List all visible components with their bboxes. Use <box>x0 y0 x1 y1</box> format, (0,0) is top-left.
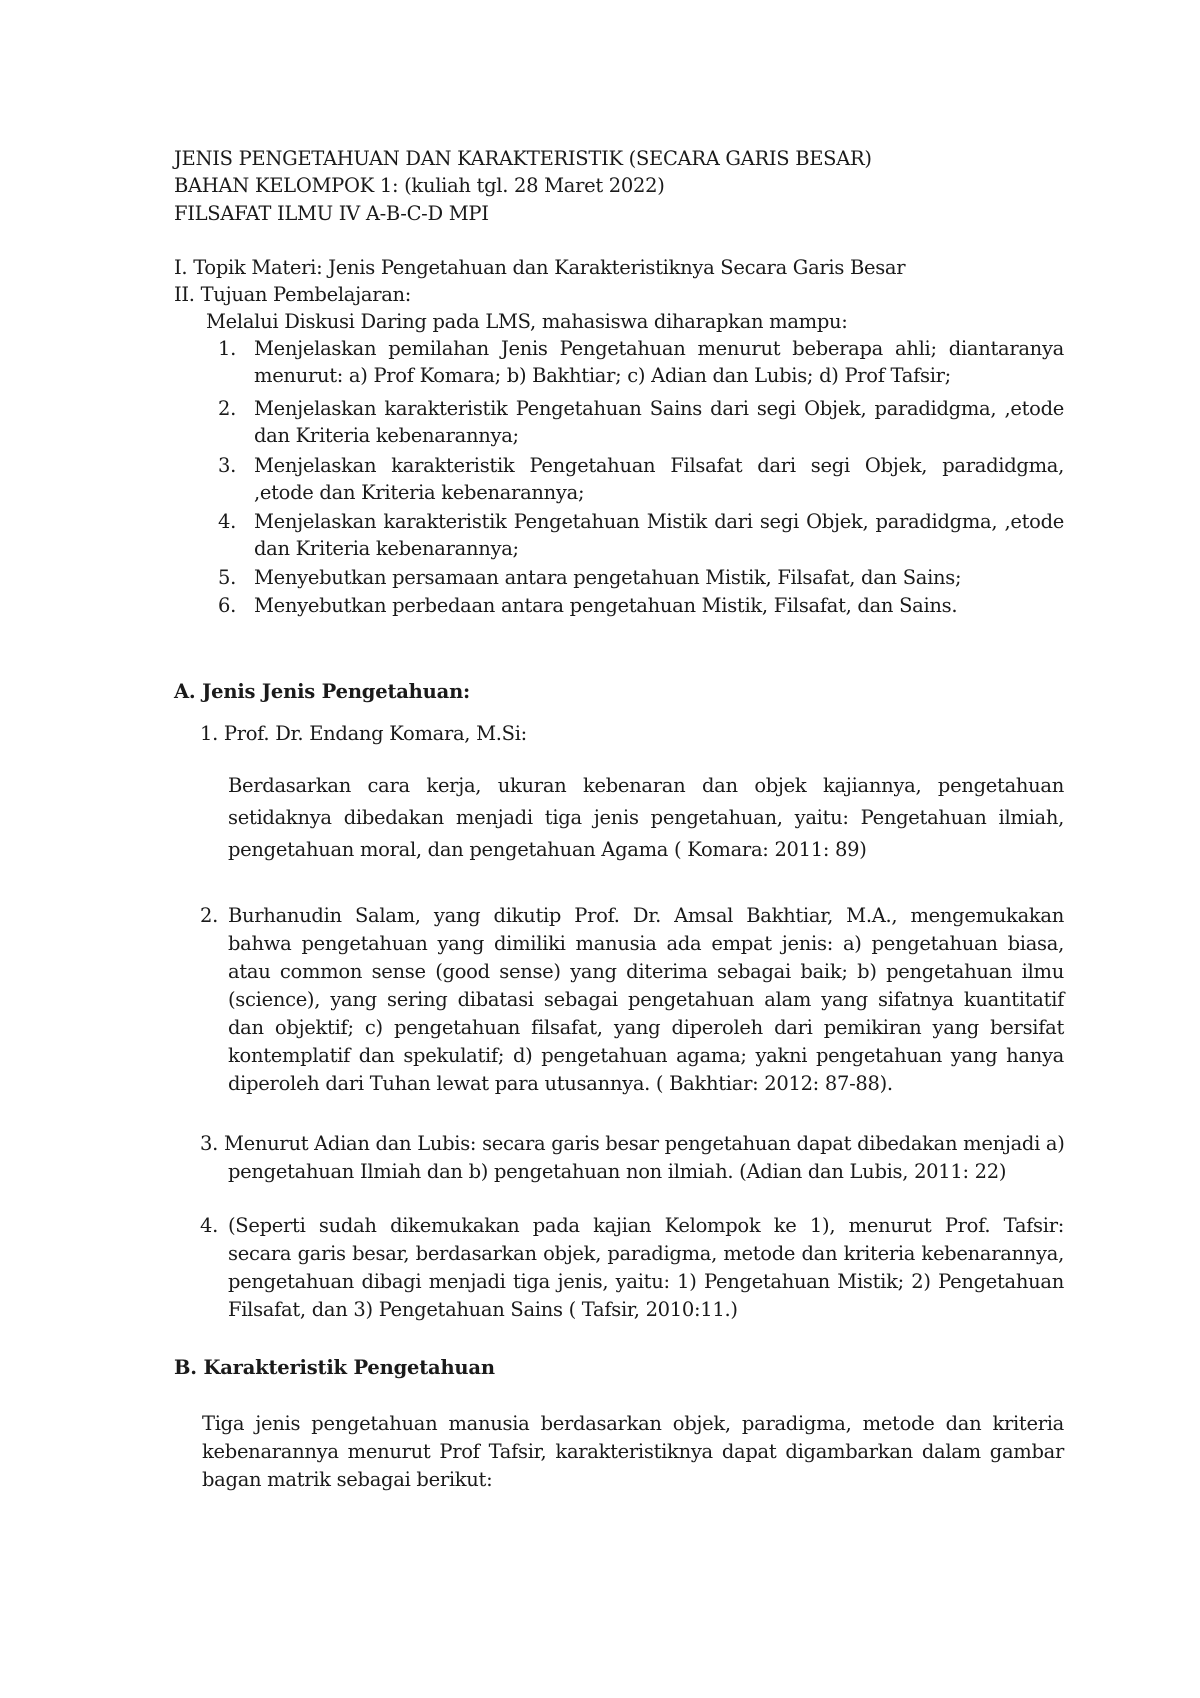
goal-lead: Melalui Diskusi Daring pada LMS, mahasiswa diharapkan mampu: <box>206 310 848 333</box>
section-a-item2-text: atau common sense (good sense) yang diterima sebagai baik; b) pengetahuan ilmu <box>228 960 1064 983</box>
section-a-item4-text: Filsafat, dan 3) Pengetahuan Sains ( Tafsir, 2010:11.) <box>228 1298 738 1321</box>
section-a-item4-text: pengetahuan dibagi menjadi tiga jenis, yaitu: 1) Pengetahuan Mistik; 2) Pengetahuan <box>228 1270 1064 1293</box>
group-info: BAHAN KELOMPOK 1: (kuliah tgl. 28 Maret 2022) <box>174 174 665 197</box>
objective-text: Menjelaskan karakteristik Pengetahuan Sains dari segi Objek, paradidgma, ,etode <box>254 397 1064 420</box>
topic-line: I. Topik Materi: Jenis Pengetahuan dan Karakteristiknya Secara Garis Besar <box>174 256 906 279</box>
objective-number: 1. <box>218 337 237 360</box>
section-a-item4-number: 4. <box>200 1214 219 1237</box>
section-a-heading: A. Jenis Jenis Pengetahuan: <box>174 680 471 703</box>
section-a-item4-text: (Seperti sudah dikemukakan pada kajian Kelompok ke 1), menurut Prof. Tafsir: <box>228 1214 1064 1237</box>
section-a-item1-text: Berdasarkan cara kerja, ukuran kebenaran dan objek kajiannya, pengetahuan <box>228 774 1064 797</box>
section-a-item2-text: dan objektif; c) pengetahuan filsafat, yang diperoleh dari pemikiran yang bersifat <box>228 1016 1064 1039</box>
objective-text: dan Kriteria kebenarannya; <box>254 424 519 447</box>
objective-number: 3. <box>218 454 237 477</box>
objective-number: 6. <box>218 594 237 617</box>
section-a-item3-number: 3. <box>200 1132 219 1155</box>
objective-text: Menjelaskan karakteristik Pengetahuan Filsafat dari segi Objek, paradidgma, <box>254 454 1064 477</box>
section-a-item2-number: 2. <box>200 904 219 927</box>
objective-text: ,etode dan Kriteria kebenarannya; <box>254 481 585 504</box>
objective-text: Menyebutkan perbedaan antara pengetahuan Mistik, Filsafat, dan Sains. <box>254 594 958 617</box>
section-a-item1-title: 1. Prof. Dr. Endang Komara, M.Si: <box>200 722 527 745</box>
objective-number: 2. <box>218 397 237 420</box>
objective-text: dan Kriteria kebenarannya; <box>254 537 519 560</box>
objective-text: Menjelaskan pemilahan Jenis Pengetahuan menurut beberapa ahli; diantaranya <box>254 337 1064 360</box>
section-a-item1-text: pengetahuan moral, dan pengetahuan Agama ( Komara: 2011: 89) <box>228 838 867 861</box>
section-a-item4-text: secara garis besar, berdasarkan objek, paradigma, metode dan kriteria kebenarannya, <box>228 1242 1064 1265</box>
section-a-item2-text: kontemplatif dan spekulatif; d) pengetahuan agama; yakni pengetahuan yang hanya <box>228 1044 1064 1067</box>
section-a-item3-text: pengetahuan Ilmiah dan b) pengetahuan non ilmiah. (Adian dan Lubis, 2011: 22) <box>228 1160 1007 1183</box>
goal-heading: II. Tujuan Pembelajaran: <box>174 283 412 306</box>
objective-number: 4. <box>218 510 237 533</box>
section-a-item3-text: Menurut Adian dan Lubis: secara garis besar pengetahuan dapat dibedakan menjadi a) <box>224 1132 1065 1155</box>
section-b-text: bagan matrik sebagai berikut: <box>202 1468 493 1491</box>
section-a-item2-text: bahwa pengetahuan yang dimiliki manusia ada empat jenis: a) pengetahuan biasa, <box>228 932 1064 955</box>
section-a-item2-text: (science), yang sering dibatasi sebagai pengetahuan alam yang sifatnya kuantitatif <box>228 988 1064 1011</box>
objective-text: Menjelaskan karakteristik Pengetahuan Mistik dari segi Objek, paradidgma, ,etode <box>254 510 1064 533</box>
section-a-item2-text: diperoleh dari Tuhan lewat para utusannya. ( Bakhtiar: 2012: 87-88). <box>228 1072 893 1095</box>
document-title: JENIS PENGETAHUAN DAN KARAKTERISTIK (SECARA GARIS BESAR) <box>174 147 872 170</box>
section-a-item1-text: setidaknya dibedakan menjadi tiga jenis pengetahuan, yaitu: Pengetahuan ilmiah, <box>228 806 1064 829</box>
section-b-heading: B. Karakteristik Pengetahuan <box>174 1356 495 1379</box>
section-a-item2-text: Burhanudin Salam, yang dikutip Prof. Dr. Amsal Bakhtiar, M.A., mengemukakan <box>228 904 1064 927</box>
objective-text: Menyebutkan persamaan antara pengetahuan Mistik, Filsafat, dan Sains; <box>254 566 962 589</box>
course-info: FILSAFAT ILMU IV A-B-C-D MPI <box>174 202 489 225</box>
section-b-text: kebenarannya menurut Prof Tafsir, karakteristiknya dapat digambarkan dalam gambar <box>202 1440 1064 1463</box>
section-b-text: Tiga jenis pengetahuan manusia berdasarkan objek, paradigma, metode dan kriteria <box>202 1412 1064 1435</box>
objective-number: 5. <box>218 566 237 589</box>
objective-text: menurut: a) Prof Komara; b) Bakhtiar; c) Adian dan Lubis; d) Prof Tafsir; <box>254 364 951 387</box>
